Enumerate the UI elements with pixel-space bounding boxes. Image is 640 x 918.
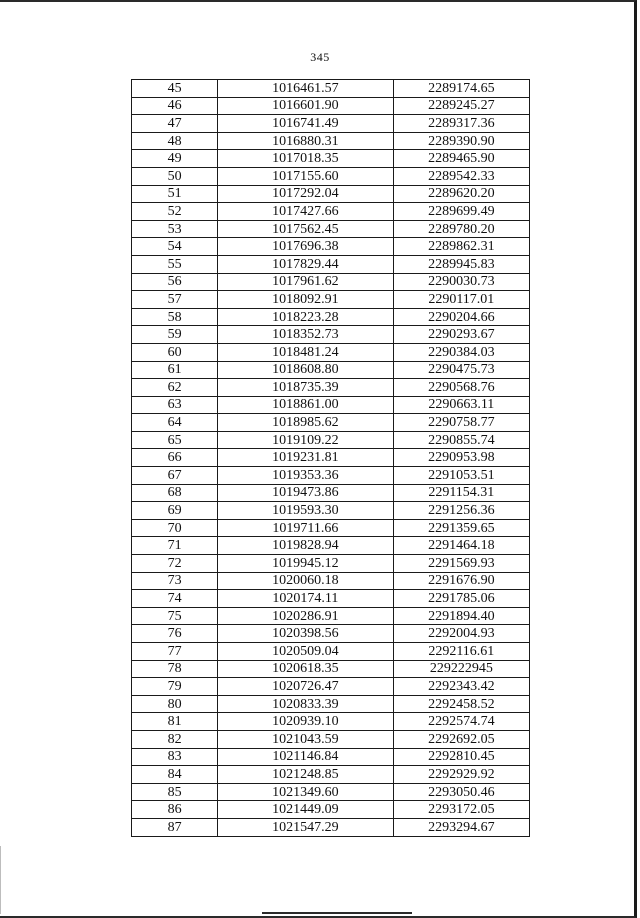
x-coordinate-cell: 1018985.62 [218,414,393,432]
y-coordinate-cell: 2292574.74 [393,713,529,731]
point-number-cell: 79 [132,678,218,696]
y-coordinate-cell: 2290663.11 [393,396,529,414]
table-row [132,167,530,185]
x-coordinate-cell: 1021248.85 [218,766,393,784]
point-number-cell: 69 [132,502,218,520]
x-coordinate-cell: 1018352.73 [218,326,393,344]
point-number-cell: 70 [132,519,218,537]
x-coordinate-cell: 1016880.31 [218,132,393,150]
coordinates-table [131,79,530,837]
table-row [132,801,530,819]
table-row [132,678,530,696]
point-number-cell: 56 [132,273,218,291]
y-coordinate-cell: 2289945.83 [393,255,529,273]
table-row [132,695,530,713]
y-coordinate-cell: 2290855.74 [393,431,529,449]
x-coordinate-cell: 1017562.45 [218,220,393,238]
table-row [132,783,530,801]
y-coordinate-cell: 2291894.40 [393,607,529,625]
table-row [132,467,530,485]
point-number-cell: 51 [132,185,218,203]
left-edge-line [0,846,1,914]
table-row [132,326,530,344]
point-number-cell: 50 [132,167,218,185]
x-coordinate-cell: 1019109.22 [218,431,393,449]
point-number-cell: 81 [132,713,218,731]
y-coordinate-cell: 2290953.98 [393,449,529,467]
y-coordinate-cell: 2291569.93 [393,555,529,573]
table-row [132,766,530,784]
x-coordinate-cell: 1017829.44 [218,255,393,273]
x-coordinate-cell: 1020618.35 [218,660,393,678]
x-coordinate-cell: 1018481.24 [218,343,393,361]
y-coordinate-cell: 2291785.06 [393,590,529,608]
x-coordinate-cell: 1019828.94 [218,537,393,555]
x-coordinate-cell: 1018092.91 [218,291,393,309]
y-coordinate-cell: 2292343.42 [393,678,529,696]
y-coordinate-cell: 2290030.73 [393,273,529,291]
point-number-cell: 80 [132,695,218,713]
x-coordinate-cell: 1019231.81 [218,449,393,467]
x-coordinate-cell: 1020174.11 [218,590,393,608]
point-number-cell: 77 [132,643,218,661]
point-number-cell: 83 [132,748,218,766]
table-row [132,484,530,502]
x-coordinate-cell: 1017292.04 [218,185,393,203]
point-number-cell: 67 [132,467,218,485]
y-coordinate-cell: 2293294.67 [393,818,529,836]
y-coordinate-cell: 2291154.31 [393,484,529,502]
y-coordinate-cell: 2290384.03 [393,343,529,361]
point-number-cell: 49 [132,150,218,168]
x-coordinate-cell: 1020509.04 [218,643,393,661]
y-coordinate-cell: 2290117.01 [393,291,529,309]
table-row [132,572,530,590]
table-row [132,185,530,203]
point-number-cell: 46 [132,97,218,115]
y-coordinate-cell: 2293172.05 [393,801,529,819]
x-coordinate-cell: 1019353.36 [218,467,393,485]
y-coordinate-cell: 2291053.51 [393,467,529,485]
point-number-cell: 62 [132,379,218,397]
y-coordinate-cell: 2291464.18 [393,537,529,555]
point-number-cell: 55 [132,255,218,273]
point-number-cell: 65 [132,431,218,449]
point-number-cell: 60 [132,343,218,361]
y-coordinate-cell: 2292116.61 [393,643,529,661]
x-coordinate-cell: 1016601.90 [218,97,393,115]
y-coordinate-cell: 2293050.46 [393,783,529,801]
x-coordinate-cell: 1016741.49 [218,115,393,133]
table-row [132,537,530,555]
y-coordinate-cell: 2290568.76 [393,379,529,397]
y-coordinate-cell: 2292004.93 [393,625,529,643]
table-row [132,643,530,661]
y-coordinate-cell: 2289542.33 [393,167,529,185]
point-number-cell: 57 [132,291,218,309]
coordinates-table-body [132,80,530,837]
x-coordinate-cell: 1020833.39 [218,695,393,713]
x-coordinate-cell: 1018861.00 [218,396,393,414]
x-coordinate-cell: 1018735.39 [218,379,393,397]
x-coordinate-cell: 1020060.18 [218,572,393,590]
x-coordinate-cell: 1016461.57 [218,80,393,98]
x-coordinate-cell: 1020286.91 [218,607,393,625]
x-coordinate-cell: 1020726.47 [218,678,393,696]
y-coordinate-cell: 2290204.66 [393,308,529,326]
y-coordinate-cell: 2290758.77 [393,414,529,432]
x-coordinate-cell: 1021547.29 [218,818,393,836]
point-number-cell: 82 [132,730,218,748]
y-coordinate-cell: 2292458.52 [393,695,529,713]
y-coordinate-cell: 2289245.27 [393,97,529,115]
x-coordinate-cell: 1017155.60 [218,167,393,185]
table-row [132,607,530,625]
table-row [132,660,530,678]
table-row [132,255,530,273]
table-row [132,414,530,432]
x-coordinate-cell: 1020398.56 [218,625,393,643]
x-coordinate-cell: 1019945.12 [218,555,393,573]
y-coordinate-cell: 2289699.49 [393,203,529,221]
page-number: 345 [310,50,330,64]
y-coordinate-cell: 2289317.36 [393,115,529,133]
y-coordinate-cell: 2292692.05 [393,730,529,748]
table-row [132,713,530,731]
point-number-cell: 52 [132,203,218,221]
table-row [132,97,530,115]
table-row [132,379,530,397]
point-number-cell: 68 [132,484,218,502]
table-row [132,291,530,309]
x-coordinate-cell: 1018608.80 [218,361,393,379]
point-number-cell: 75 [132,607,218,625]
bottom-edge-line [262,912,412,914]
table-row [132,818,530,836]
table-row [132,449,530,467]
point-number-cell: 45 [132,80,218,98]
table-row [132,115,530,133]
table-row [132,80,530,98]
point-number-cell: 78 [132,660,218,678]
point-number-cell: 85 [132,783,218,801]
point-number-cell: 71 [132,537,218,555]
y-coordinate-cell: 2292929.92 [393,766,529,784]
point-number-cell: 61 [132,361,218,379]
table-row [132,502,530,520]
table-row [132,220,530,238]
point-number-cell: 63 [132,396,218,414]
table-row [132,132,530,150]
table-row [132,396,530,414]
x-coordinate-cell: 1019593.30 [218,502,393,520]
point-number-cell: 58 [132,308,218,326]
y-coordinate-cell: 2289390.90 [393,132,529,150]
x-coordinate-cell: 1020939.10 [218,713,393,731]
point-number-cell: 87 [132,818,218,836]
x-coordinate-cell: 1017427.66 [218,203,393,221]
table-row [132,431,530,449]
point-number-cell: 76 [132,625,218,643]
y-coordinate-cell: 2290293.67 [393,326,529,344]
point-number-cell: 86 [132,801,218,819]
point-number-cell: 54 [132,238,218,256]
table-row [132,238,530,256]
point-number-cell: 84 [132,766,218,784]
table-row [132,308,530,326]
y-coordinate-cell: 229222945 [393,660,529,678]
x-coordinate-cell: 1021349.60 [218,783,393,801]
point-number-cell: 47 [132,115,218,133]
table-row [132,150,530,168]
x-coordinate-cell: 1017961.62 [218,273,393,291]
table-row [132,203,530,221]
point-number-cell: 59 [132,326,218,344]
point-number-cell: 72 [132,555,218,573]
point-number-cell: 53 [132,220,218,238]
y-coordinate-cell: 2291676.90 [393,572,529,590]
y-coordinate-cell: 2289780.20 [393,220,529,238]
table-row [132,343,530,361]
y-coordinate-cell: 2289862.31 [393,238,529,256]
table-row [132,273,530,291]
point-number-cell: 48 [132,132,218,150]
x-coordinate-cell: 1021043.59 [218,730,393,748]
x-coordinate-cell: 1019711.66 [218,519,393,537]
y-coordinate-cell: 2291256.36 [393,502,529,520]
table-row [132,555,530,573]
y-coordinate-cell: 2291359.65 [393,519,529,537]
table-row [132,519,530,537]
table-row [132,748,530,766]
y-coordinate-cell: 2289465.90 [393,150,529,168]
x-coordinate-cell: 1017018.35 [218,150,393,168]
point-number-cell: 73 [132,572,218,590]
x-coordinate-cell: 1021449.09 [218,801,393,819]
point-number-cell: 74 [132,590,218,608]
x-coordinate-cell: 1018223.28 [218,308,393,326]
y-coordinate-cell: 2290475.73 [393,361,529,379]
y-coordinate-cell: 2289174.65 [393,80,529,98]
x-coordinate-cell: 1021146.84 [218,748,393,766]
table-row [132,625,530,643]
y-coordinate-cell: 2289620.20 [393,185,529,203]
point-number-cell: 66 [132,449,218,467]
x-coordinate-cell: 1019473.86 [218,484,393,502]
table-row [132,361,530,379]
table-row [132,730,530,748]
point-number-cell: 64 [132,414,218,432]
y-coordinate-cell: 2292810.45 [393,748,529,766]
table-row [132,590,530,608]
x-coordinate-cell: 1017696.38 [218,238,393,256]
